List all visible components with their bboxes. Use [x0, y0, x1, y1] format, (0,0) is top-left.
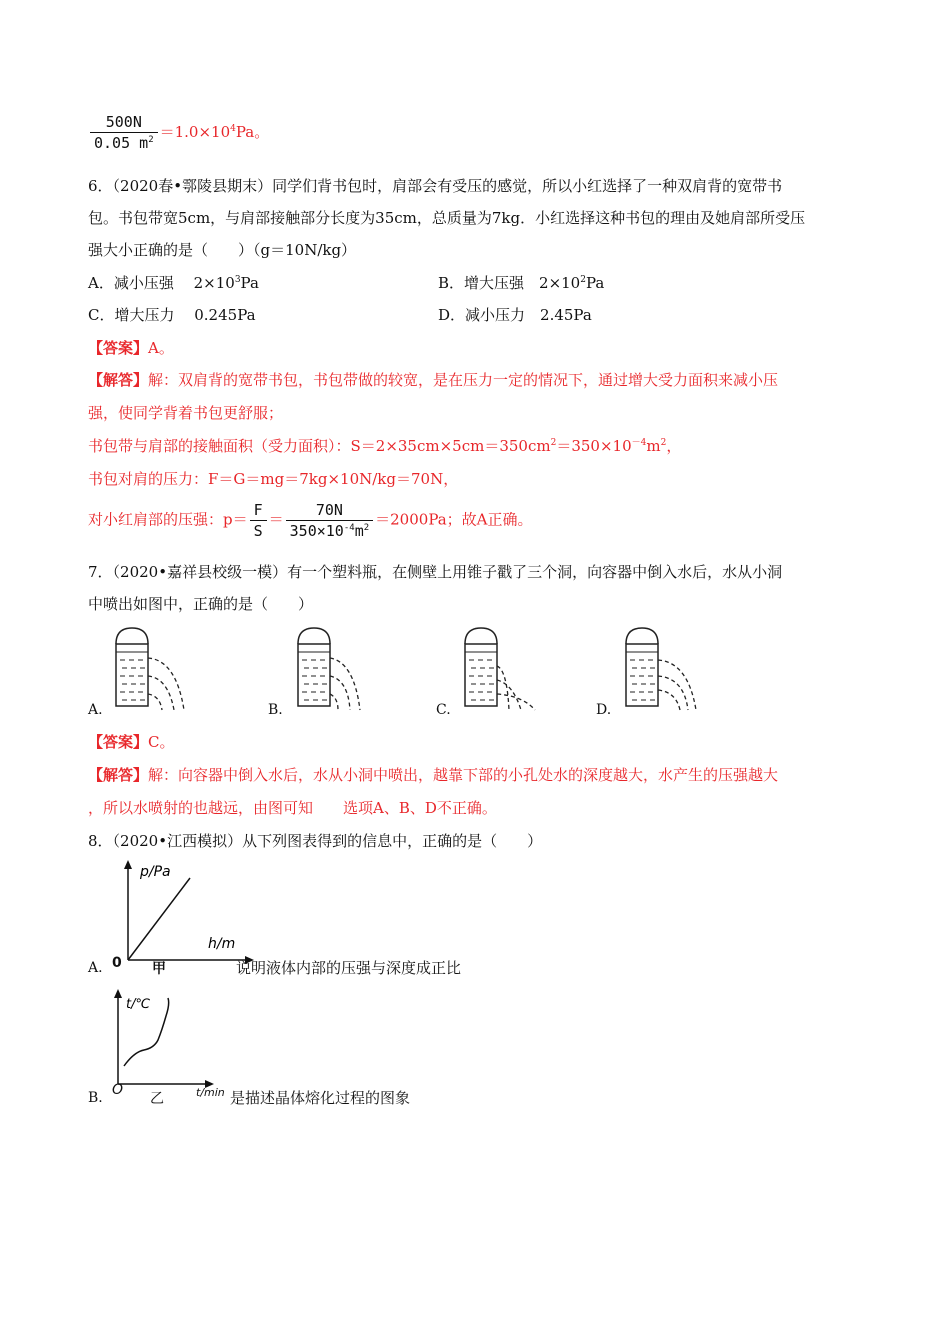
chart-b-origin: O	[112, 1082, 124, 1098]
bottle-c	[465, 628, 535, 710]
q8-stem: 8．（2020•江西模拟）从下列图表得到的信息中，正确的是（ ）	[88, 832, 543, 850]
bottle-d	[626, 628, 696, 710]
q6-option-a[interactable]: A．减小压强 $2\times 10^3Pa$	[88, 274, 259, 292]
q6-stem-line1: 6．（2020春•鄠陵县期末）同学们背书包时，肩部会有受压的感觉，所以小红选择了一种双肩背的宽带书	[88, 177, 783, 195]
chart-a-xlabel: h/m	[208, 936, 236, 952]
chart-a-y-arrow	[124, 860, 132, 869]
q6-stem-line3: 强大小正确的是（ ）（g＝10N/kg）	[88, 241, 357, 259]
chart-a-caption: 甲	[152, 961, 166, 977]
q6-option-b[interactable]: B．增大压强 $2\times 10^2Pa$	[438, 274, 605, 292]
bottle-figures	[0, 622, 950, 722]
chart-b-y-arrow	[114, 989, 122, 998]
q6-solution-line5: 对小红肩部的压强：p＝ $\frac{F}{S}$ ＝ $\frac{70N}{350\times 10^{-4}m^2}$ ＝2000Pa；故A正确。	[88, 501, 533, 540]
q6-solution-line1: 【解答】解：双肩背的宽带书包，书包带做的较宽，是在压力一定的情况下，通过增大受力面积来减小压	[88, 371, 779, 389]
q6-answer: 【答案】A。	[88, 339, 174, 357]
q6-stem-line2: 包。书包带宽5cm，与肩部接触部分长度为35cm，总质量为7kg．小红选择这种书包的理由及她肩部所受压	[88, 209, 806, 227]
fraction-values: $\frac{70N}{350\times 10^{-4}m^2}$	[286, 500, 373, 541]
q7-answer: 【答案】C。	[88, 733, 175, 751]
q7-solution-line2: ，所以水喷射的也越远，由图可知 选项A、B、D不正确。	[88, 799, 497, 817]
chart-b-xlabel: t/min	[196, 1086, 225, 1099]
q7-stem-line1: 7．（2020•嘉祥县校级一模）有一个塑料瓶，在侧壁上用锥子戳了三个洞，向容器中倒入水后，水从小洞	[88, 563, 783, 581]
fraction-f-over-s: $\frac{F}{S}$	[250, 500, 267, 541]
bottle-a	[116, 628, 184, 710]
chart-b-ylabel: t/℃	[126, 997, 151, 1012]
q7-option-d[interactable]: D.	[596, 702, 612, 718]
chart-a-ylabel: p/Pa	[140, 864, 171, 880]
q6-option-c[interactable]: C．增大压力 0.245Pa	[88, 306, 256, 324]
q7-option-a[interactable]: A.	[88, 702, 103, 718]
q7-solution-line1: 【解答】解：向容器中倒入水后，水从小洞中喷出，越靠下部的小孔处水的深度越大，水产生的压强越大	[88, 766, 779, 784]
q8-option-a-desc: 说明液体内部的压强与深度成正比	[236, 959, 462, 977]
fraction: $\frac{500N}{0.05 m^2}$	[90, 112, 158, 153]
q7-option-b[interactable]: B.	[268, 702, 283, 718]
q6-solution-line2: 强，使同学背着书包更舒服；	[88, 404, 284, 422]
q6-solution-line4: 书包对肩的压力：F＝G＝mg＝7kg×10N/kg＝70N，	[88, 470, 459, 488]
chart-b	[108, 988, 248, 1098]
q6-solution-line3: 书包带与肩部的接触面积（受力面积）：$S=2\times 35cm\times 5cm=350cm^2=350\times 10^{-4}m^2$，	[88, 437, 682, 455]
q8-option-a-prefix[interactable]: A.	[88, 960, 103, 976]
fraction-denominator: 0.05 m	[94, 134, 149, 152]
formula-result: $=1.0\times 10^4Pa$。	[159, 122, 270, 141]
chart-b-caption: 乙	[150, 1091, 164, 1107]
bottle-b	[298, 628, 360, 710]
chart-a-origin: 0	[112, 955, 122, 971]
chart-a-line	[128, 878, 190, 960]
q8-option-b-prefix[interactable]: B.	[88, 1090, 103, 1106]
top-formula	[88, 112, 269, 153]
fraction-numerator: 500N	[90, 112, 158, 133]
q7-stem-line2: 中喷出如图中，正确的是（ ）	[88, 595, 314, 613]
q6-option-d[interactable]: D．减小压力 2.45Pa	[438, 306, 592, 324]
q8-option-b-desc: 是描述晶体熔化过程的图象	[230, 1089, 411, 1107]
q7-option-c[interactable]: C.	[436, 702, 451, 718]
